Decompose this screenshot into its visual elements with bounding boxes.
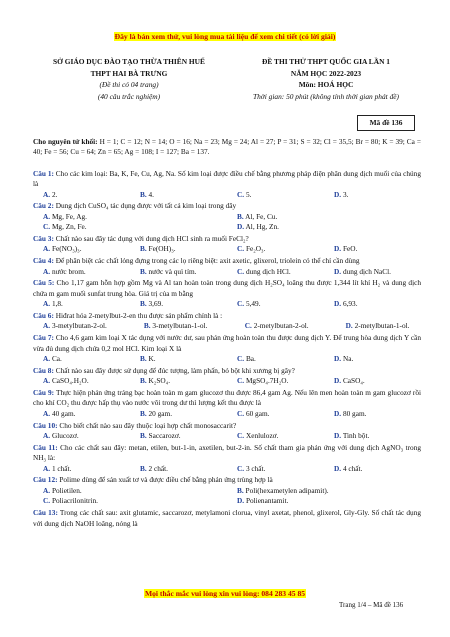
option-letter: A. — [43, 299, 51, 309]
question-text: Cho 4,6 gam kim loại X tác dụng với nước dư, sau phản ứng hoàn toàn thu được dung dịch Y. Để trung hòa dung dịch Y cần vừa đủ dung dịch chứa 0,2 mol HCl. Kim loại X là — [33, 333, 421, 353]
option-text: 5,49. — [245, 299, 261, 309]
option-text: 1 chất. — [51, 463, 72, 473]
exam-content — [33, 137, 421, 529]
question-text: Cho các kim loại: Ba, K, Fe, Cu, Ag, Na. Số kim loại được điều chế bằng phương pháp điện phân dung dịch muối của chúng là — [33, 168, 421, 189]
answer-option — [130, 190, 227, 200]
option-letter: A. — [43, 408, 51, 418]
school-year: NĂM HỌC 2022-2023 — [290, 68, 362, 78]
question-label: Câu 9: — [33, 388, 55, 398]
option-text: Al, Fe, Cu. — [245, 211, 278, 221]
question-11 — [33, 443, 421, 464]
answer-option — [227, 299, 324, 309]
option-text: MgSO₄.7H₂O. — [245, 376, 289, 386]
option-text: dung dịch HCl. — [245, 266, 291, 276]
option-text: Fe(NO₃)₃. — [51, 244, 82, 254]
question-text: Cho biết chất nào sau đây thuộc loại hợp chất monosaccarit? — [57, 420, 237, 430]
option-letter: A. — [43, 485, 51, 495]
option-text: 3,69. — [148, 299, 164, 309]
option-letter: D. — [334, 376, 342, 386]
option-letter: A. — [43, 244, 51, 254]
answer-option — [324, 267, 421, 277]
question-text: Chất nào sau đây tác dụng với dung dịch HCl sinh ra muối FeCl₂? — [53, 234, 249, 244]
option-letter: B. — [140, 266, 147, 276]
option-text: 2 chất. — [148, 463, 168, 473]
option-text: Polietilen. — [51, 485, 82, 495]
answer-option — [33, 222, 227, 232]
answer-option — [227, 222, 421, 232]
option-text: Ba. — [245, 354, 256, 364]
answer-option — [227, 267, 324, 277]
exam-title: ĐỀ THI THỬ THPT QUỐC GIA LẦN 1 — [262, 57, 390, 66]
question-label: Câu 1: — [33, 168, 54, 178]
option-text: K₂SO₄. — [148, 376, 171, 386]
option-text: 3-metylbutan-2-ol. — [51, 321, 107, 331]
answer-option — [33, 464, 130, 474]
option-letter: B. — [143, 321, 151, 331]
answer-option — [336, 321, 421, 331]
option-text: 20 gam. — [148, 408, 173, 418]
question-text: Cho các chất sau đây: metan, etilen, but-1-in, axetilen, but-2-in. Số chất tham gia phản ứng với dung dịch AgNO₃ trong NH₃ là: — [33, 442, 421, 463]
option-text: 3-metylbutan-1-ol. — [152, 321, 208, 331]
answer-option — [33, 299, 130, 309]
option-letter: A. — [43, 321, 51, 331]
answer-option — [130, 464, 227, 474]
answer-option — [33, 212, 227, 222]
option-letter: B. — [237, 211, 244, 221]
preview-banner: Đây là bản xem thử, vui lòng mua tài liệu để xem chi tiết (có lời giải) — [114, 32, 336, 41]
option-letter: D. — [334, 189, 342, 199]
option-letter: C. — [237, 431, 245, 441]
option-text: Al, Hg, Zn. — [245, 222, 279, 232]
option-letter: A. — [43, 211, 51, 221]
question-text: Trong các chất sau: axit glutamic, saccarozơ, metylamoni clorua, vinyl axetat, phenol, glixerol, Gly-Gly. Số chất tác dụng với dung dịch NaOH loãng, nóng là — [33, 508, 422, 528]
question-label: Câu 2: — [33, 201, 54, 211]
question-text: Để phân biệt các chất lỏng đựng trong các lọ riêng biệt: axit axetic, glixerol, triolein có thể chỉ cần dùng — [53, 256, 360, 266]
option-letter: C. — [237, 354, 245, 364]
option-letter: A. — [43, 189, 51, 199]
answer-row — [33, 321, 421, 331]
option-letter: C. — [237, 266, 245, 276]
answer-option — [33, 321, 134, 331]
answer-option — [324, 190, 421, 200]
option-text: 40 gam. — [51, 408, 76, 418]
answer-option — [33, 354, 130, 364]
option-text: 3. — [342, 189, 349, 199]
answer-option — [227, 212, 421, 222]
question-1 — [33, 169, 421, 190]
question-text: Chất nào sau đây được sử dụng để đúc tượng, làm phấn, bó bột khi xương bị gãy? — [53, 365, 295, 375]
answer-option — [130, 376, 227, 386]
question-text: Cho 1,17 gam hỗn hợp gồm Mg và Al tan hoàn toàn trong dung dịch H₂SO₄ loãng thu được 1,344 lít khí H₂ và dung dịch chứa m gam muối sunfat trung hòa. Giá trị của m bằng — [33, 278, 421, 298]
question-5 — [33, 278, 421, 299]
answer-row — [33, 190, 421, 200]
question-label: Câu 3: — [33, 234, 54, 244]
option-text: FeO. — [342, 244, 358, 254]
option-letter: B. — [237, 485, 244, 495]
option-text: Glucozơ. — [51, 431, 79, 441]
question-label: Câu 6: — [33, 311, 54, 321]
option-letter: B. — [140, 431, 147, 441]
exam-header — [228, 56, 424, 102]
answer-row — [33, 267, 421, 277]
question-4 — [33, 256, 421, 266]
answer-option — [130, 431, 227, 441]
answer-option — [227, 464, 324, 474]
question-label: Câu 7: — [33, 333, 54, 343]
option-text: Fe(OH)₃. — [148, 244, 176, 254]
option-letter: C. — [237, 408, 245, 418]
option-letter: D. — [237, 496, 245, 506]
option-text: Na. — [342, 354, 354, 364]
option-text: Poliacrilonitrin. — [51, 496, 98, 506]
exam-code-box: Mã đề 136 — [357, 115, 415, 131]
time-limit: Thời gian: 50 phút (không tính thời gian phát đề) — [252, 91, 400, 101]
answer-option — [33, 267, 130, 277]
answer-option — [324, 299, 421, 309]
option-text: K. — [148, 354, 156, 364]
question-text: Thực hiện phản ứng tráng bạc hoàn toàn m gam glucozơ thu được 86,4 gam Ag. Nếu lên men hoàn toàn m gam glucozơ rồi cho khí CO₂ thu được hấp thụ vào nước vôi trong dư thì lượng kết thu được là — [33, 388, 421, 408]
page-footer: Trang 1/4 – Mã đề 136 — [339, 601, 404, 609]
option-text: 3 chất. — [245, 463, 266, 473]
option-letter: C. — [237, 299, 245, 309]
option-letter: C. — [43, 496, 51, 506]
answer-option — [227, 496, 421, 506]
answer-row — [33, 376, 421, 386]
option-text: Poli(hexametylen adipamit). — [245, 485, 329, 495]
question-2 — [33, 201, 421, 211]
option-text: Ca. — [51, 354, 62, 364]
option-letter: D. — [334, 354, 342, 364]
answer-option — [235, 321, 336, 331]
school-name: THPT HAI BÀ TRƯNG — [90, 68, 168, 78]
answer-option — [324, 464, 421, 474]
option-letter: B. — [140, 376, 147, 386]
option-text: Saccarozơ. — [148, 431, 181, 441]
option-letter: B. — [140, 463, 147, 473]
page-count-note: (Đề thi có 04 trang) — [99, 80, 159, 89]
answer-option — [227, 409, 324, 419]
atomic-masses-label: Cho nguyên tử khối: — [33, 137, 98, 146]
option-letter: D. — [334, 463, 342, 473]
option-letter: D. — [334, 299, 342, 309]
option-text: nước và quì tím. — [148, 266, 197, 276]
question-8 — [33, 366, 421, 376]
answer-row — [33, 299, 421, 309]
answer-row — [33, 212, 421, 222]
question-label: Câu 5: — [33, 278, 55, 288]
option-letter: D. — [334, 408, 342, 418]
answer-option — [227, 354, 324, 364]
question-list — [33, 169, 421, 529]
answer-option — [33, 431, 130, 441]
option-letter: D. — [334, 244, 342, 254]
answer-option — [33, 376, 130, 386]
option-letter: A. — [43, 431, 51, 441]
question-12 — [33, 475, 421, 485]
option-text: CaSO₄.H₂O. — [51, 376, 89, 386]
answer-option — [130, 409, 227, 419]
answer-row — [33, 464, 421, 474]
question-label: Câu 4: — [33, 256, 54, 266]
question-label: Câu 8: — [33, 365, 54, 375]
option-text: Polienantamit. — [245, 496, 289, 506]
option-letter: A. — [43, 463, 51, 473]
question-label: Câu 13: — [33, 508, 58, 518]
answer-row — [33, 354, 421, 364]
option-letter: C. — [43, 222, 51, 232]
option-text: 80 gam. — [342, 408, 367, 418]
atomic-masses — [33, 137, 421, 158]
question-10 — [33, 421, 421, 431]
answer-option — [33, 190, 130, 200]
option-letter: A. — [43, 266, 51, 276]
option-text: Tinh bột. — [342, 431, 370, 441]
option-text: Mg, Zn, Fe. — [51, 222, 87, 232]
option-letter: C. — [237, 189, 245, 199]
option-letter: C. — [237, 463, 245, 473]
department-name: SỞ GIÁO DỤC ĐÀO TẠO THỪA THIÊN HUẾ — [53, 57, 205, 66]
answer-option — [227, 190, 324, 200]
question-text: Hiđrat hóa 2-metylbut-2-en thu được sản phẩm chính là : — [53, 311, 223, 321]
answer-option — [130, 244, 227, 254]
answer-option — [227, 431, 324, 441]
option-letter: C. — [237, 376, 245, 386]
question-7 — [33, 333, 421, 354]
answer-option — [227, 244, 324, 254]
question-13 — [33, 508, 421, 529]
answer-option — [130, 354, 227, 364]
option-text: 2. — [51, 189, 58, 199]
option-letter: C. — [237, 244, 245, 254]
option-letter: D. — [345, 321, 353, 331]
option-text: 4 chất. — [342, 463, 363, 473]
answer-row — [33, 431, 421, 441]
option-text: CaSO₄. — [342, 376, 365, 386]
option-letter: D. — [334, 266, 342, 276]
answer-option — [324, 431, 421, 441]
option-text: 2-metylbutan-1-ol. — [354, 321, 410, 331]
question-label: Câu 11: — [33, 442, 58, 452]
answer-row — [33, 496, 421, 506]
option-letter: B. — [140, 189, 147, 199]
question-3 — [33, 234, 421, 244]
answer-row — [33, 486, 421, 496]
answer-row — [33, 244, 421, 254]
answer-row — [33, 409, 421, 419]
answer-option — [324, 409, 421, 419]
option-text: 4. — [148, 189, 155, 199]
option-text: 60 gam. — [245, 408, 270, 418]
option-letter: A. — [43, 376, 51, 386]
answer-option — [227, 376, 324, 386]
answer-option — [227, 486, 421, 496]
option-text: 1,8. — [51, 299, 63, 309]
answer-option — [134, 321, 235, 331]
question-9 — [33, 388, 421, 409]
option-letter: B. — [140, 354, 147, 364]
answer-option — [33, 409, 130, 419]
subject: Môn: HOÁ HỌC — [298, 80, 354, 89]
option-letter: B. — [140, 299, 147, 309]
option-text: nước brom. — [51, 266, 86, 276]
answer-row — [33, 222, 421, 232]
option-letter: A. — [43, 354, 51, 364]
option-text: 5. — [245, 189, 252, 199]
answer-option — [324, 376, 421, 386]
option-letter: C. — [244, 321, 252, 331]
option-letter: D. — [237, 222, 245, 232]
option-text: 6,93. — [342, 299, 358, 309]
option-text: 2-metylbutan-2-ol. — [253, 321, 309, 331]
answer-option — [33, 486, 227, 496]
answer-option — [130, 299, 227, 309]
question-label: Câu 12: — [33, 475, 58, 485]
option-letter: B. — [140, 408, 147, 418]
answer-option — [324, 354, 421, 364]
option-letter: D. — [334, 431, 342, 441]
option-text: dung dịch NaCl. — [342, 266, 391, 276]
question-text: Polime dùng để sản xuất tơ và được điều chế bằng phản ứng trùng hợp là — [57, 475, 273, 485]
question-label: Câu 10: — [33, 420, 58, 430]
option-text: Mg, Fe, Ag. — [51, 211, 88, 221]
school-header — [34, 56, 224, 102]
answer-option — [324, 244, 421, 254]
option-letter: B. — [140, 244, 147, 254]
option-text: Fe₂O₃. — [245, 244, 266, 254]
question-count-note: (40 câu trắc nghiệm) — [97, 91, 161, 101]
question-text: Dung dịch CuSO₄ tác dụng được với tất cả kim loại trong dãy — [53, 201, 237, 211]
question-6 — [33, 311, 421, 321]
atomic-masses-values: H = 1; C = 12; N = 14; O = 16; Na = 23; Mg = 24; Al = 27; P = 31; S = 32; Cl = 35,5; Br = 80; K = 39; Ca = 40; Fe = 56; Cu = 64; Zn = 65; Ag = 108; I = 127; Ba = 137. — [33, 137, 421, 157]
contact-banner: Mọi thắc mắc vui lòng xin vui lòng: 084 283 45 85 — [144, 589, 306, 598]
answer-option — [130, 267, 227, 277]
option-text: Xenlulozơ. — [245, 431, 279, 441]
answer-option — [33, 244, 130, 254]
answer-option — [33, 496, 227, 506]
